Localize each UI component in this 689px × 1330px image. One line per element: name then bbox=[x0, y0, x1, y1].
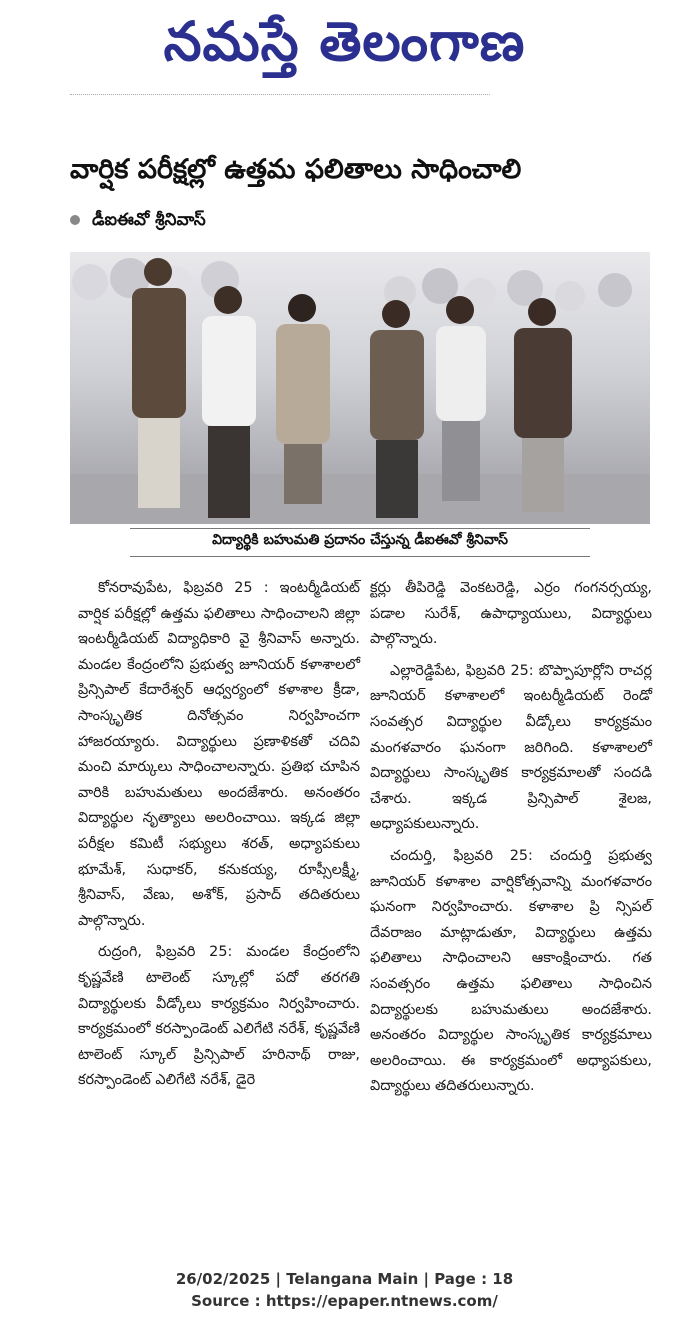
paragraph: రుద్రంగి, ఫిబ్రవరి 25: మండల కేంద్రంలోని కృష్ణవేణి టాలెంట్ స్కూల్లో పదో తరగతి విద్యార్థులకు వీడ్కోలు కార్యక్రమం నిర్వహించారు. కార్యక్రమంలో కరస్పాండెంట్ ఎలిగేటి నరేశ్, కృష్ణవేణి టాలెంట్ స్కూల్ ప్రిన్సిపాల్ హరినాథ్ రాజు, కరస్పాండెంట్ ఎలిగేటి నరేశ్, డైరె bbox=[78, 944, 360, 1089]
paragraph: చందుర్తి, ఫిబ్రవరి 25: చందుర్తి ప్రభుత్వ జూనియర్ కళాశాల వార్షికోత్సవాన్ని మంగళవారం ఘనంగా నిర్వహించారు. కళాశాల ప్రి న్సిపల్ దేవరాజం మాట్లాడుతూ, విద్యార్థులు ఉత్తమ ఫలితాలు సాధించాలని ఆకాంక్షించారు. గత సంవత్సరం ఉత్తమ ఫలితాలు సాధించిన విద్యార్థులకు బహుమతులు అందజేశారు. అనంతరం విద్యార్థుల సాంస్కృతిక కార్యక్రమాలు అలరించాయి. ఈ కార్యక్రమంలో అధ్యాపకులు, విద్యార్థులు తదితరులున్నారు. bbox=[370, 847, 652, 1095]
bullet-icon bbox=[70, 215, 80, 225]
article-column-right bbox=[370, 576, 652, 1106]
paragraph: క్టర్లు తీపిరెడ్డి వెంకటరెడ్డి, ఎర్రం గంగనర్సయ్య, పడాల సురేశ్, ఉపాధ్యాయులు, విద్యార్థులు పాల్గొన్నారు. bbox=[370, 580, 652, 648]
caption-rule-bottom bbox=[130, 556, 590, 557]
news-photo bbox=[70, 252, 650, 524]
photo-caption: విద్యార్థికి బహుమతి ప్రదానం చేస్తున్న డీఐఈవో శ్రీనివాస్ bbox=[212, 532, 508, 548]
paragraph: కోనరావుపేట, ఫిబ్రవరి 25 : ఇంటర్మీడియట్ వార్షిక పరీక్షల్లో ఉత్తమ ఫలితాలు సాధించాలని జిల్లా ఇంటర్మీడియట్ విద్యాధికారి వై శ్రీనివాస్ అన్నారు. మండల కేంద్రంలోని ప్రభుత్వ జూనియర్ కళాశాలలో ప్రిన్సిపాల్ కేదారేశ్వర్ ఆధ్వర్యంలో కళాశాల క్రీడా, సాంస్కృతిక దినోత్సవం నిర్వహించగా హాజరయ్యారు. విద్యార్థులు ప్రణాళికతో చదివి మంచి మార్కులు సాధించాలన్నారు. ప్రతిభ చూపిన వారికి బహుమతులు అందజేశారు. అనంతరం విద్యార్థుల నృత్యాలు అలరించాయి. ఇక్కడ జిల్లా పరీక్షల కమిటీ సభ్యులు శరత్, అధ్యాపకులు భూమేశ్, సుధాకర్, కనుకయ్య, రూప్సీలక్ష్మీ, శ్రీనివాస్, వేణు, అశోక్, ప్రసాద్ తదితరులు పాల్గొన్నారు. bbox=[78, 580, 360, 929]
caption-rule-top bbox=[130, 528, 590, 529]
byline-text: డీఐఈవో శ్రీనివాస్ bbox=[92, 210, 206, 230]
headline: వార్షిక పరీక్షల్లో ఉత్తమ ఫలితాలు సాధించాలి bbox=[70, 154, 522, 185]
paragraph: ఎల్లారెడ్డిపేట, ఫిబ్రవరి 25: బొప్పాపూర్లోని రాచర్ల జూనియర్ కళాశాలలో ఇంటర్మీడియట్ రెండో సంవత్సర విద్యార్థుల వీడ్కోలు కార్యక్రమం మంగళవారం ఘనంగా జరిగింది. కళాశాలలో విద్యార్థులు సాంస్కృతిక కార్యక్రమాలతో సందడి చేశారు. ఇక్కడ ప్రిన్సిపాల్ శైలజ, అధ్యాపకులున్నారు. bbox=[370, 662, 652, 833]
footer-date-page: 26/02/2025 | Telangana Main | Page : 18 bbox=[175, 1270, 514, 1288]
photo-people bbox=[70, 252, 650, 524]
article-column-left bbox=[78, 576, 360, 1100]
footer-source: Source : https://epaper.ntnews.com/ bbox=[191, 1292, 498, 1310]
masthead: నమస్తే తెలంగాణ bbox=[163, 9, 526, 73]
byline bbox=[70, 210, 206, 234]
clipped-text-strip bbox=[70, 94, 490, 103]
